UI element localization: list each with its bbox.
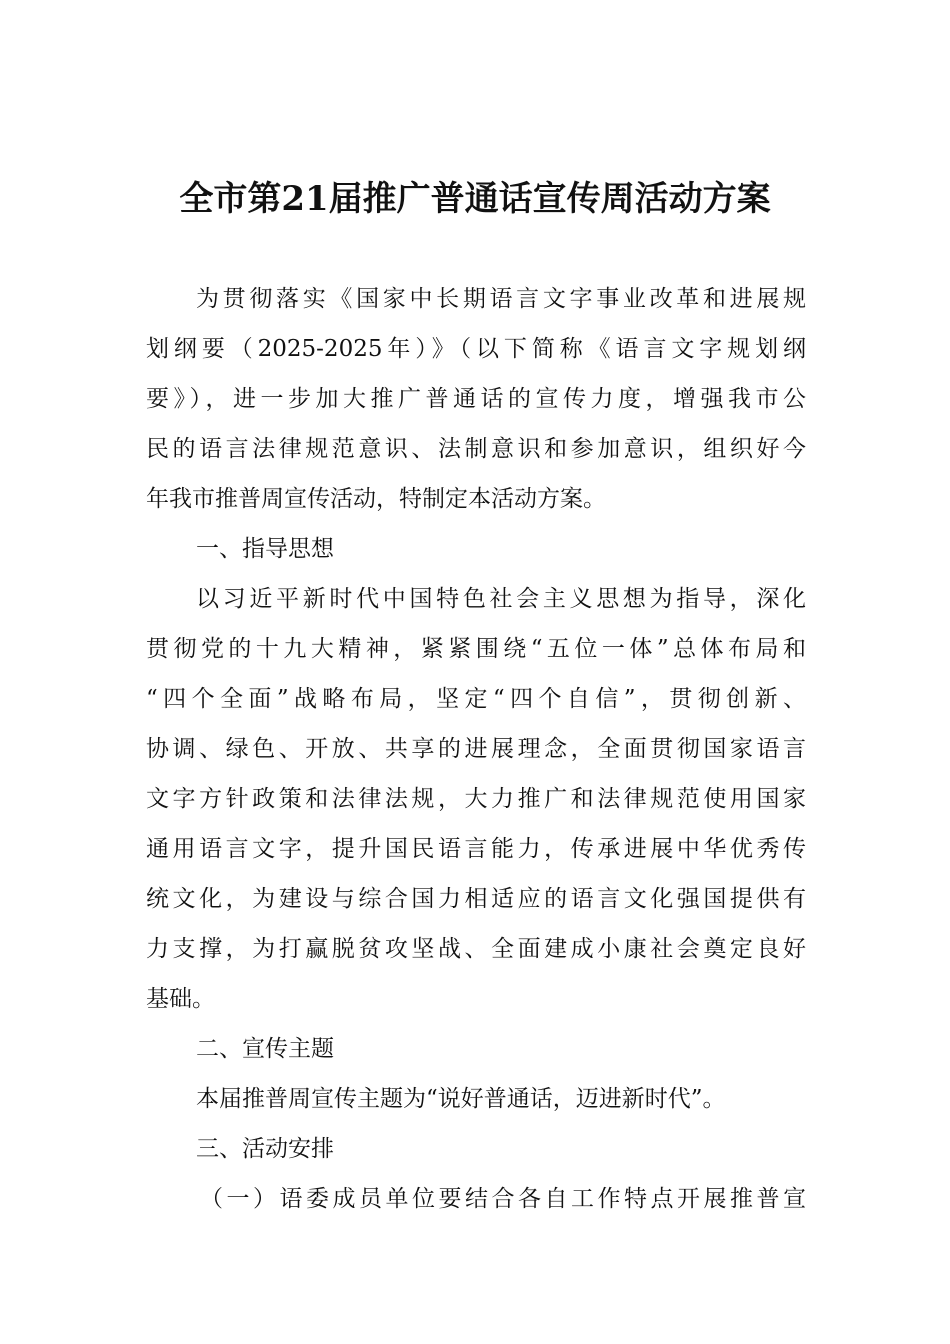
paragraph-line: 基础。 xyxy=(146,986,215,1012)
document-body xyxy=(146,274,806,1224)
paragraph-line: 民的语言法律规范意识、法制意识和参加意识，组织好今 xyxy=(146,436,806,462)
paragraph-line: 为贯彻落实《国家中长期语言文字事业改革和进展规 xyxy=(196,286,806,312)
paragraph-line: 文字方针政策和法律法规，大力推广和法律规范使用国家 xyxy=(146,786,806,812)
paragraph-line: 以习近平新时代中国特色社会主义思想为指导，深化 xyxy=(196,586,806,612)
paragraph-line: 统文化，为建设与综合国力相适应的语言文化强国提供有 xyxy=(146,886,806,912)
paragraph-line: 年我市推普周宣传活动，特制定本活动方案。 xyxy=(146,486,606,512)
paragraph-line: 划纲要（2025-2025年）》（以下简称《语言文字规划纲 xyxy=(146,336,806,362)
paragraph-line: 协调、绿色、开放、共享的进展理念，全面贯彻国家语言 xyxy=(146,736,806,762)
paragraph-line: 力支撑，为打赢脱贫攻坚战、全面建成小康社会奠定良好 xyxy=(146,936,806,962)
section-heading: 三、活动安排 xyxy=(196,1136,334,1162)
paragraph-line: （一）语委成员单位要结合各自工作特点开展推普宣 xyxy=(200,1186,806,1212)
document-title: 全市第21届推广普通话宣传周活动方案 xyxy=(179,179,771,219)
paragraph-line: 本届推普周宣传主题为“说好普通话，迈进新时代”。 xyxy=(196,1086,726,1112)
section-heading: 一、指导思想 xyxy=(196,536,334,562)
paragraph-line: 通用语言文字，提升国民语言能力，传承进展中华优秀传 xyxy=(146,836,806,862)
paragraph-line: 贯彻党的十九大精神，紧紧围绕“五位一体”总体布局和 xyxy=(146,636,806,662)
section-heading: 二、宣传主题 xyxy=(196,1036,334,1062)
paragraph-line: 要》），进一步加大推广普通话的宣传力度，增强我市公 xyxy=(146,386,806,412)
paragraph-line: “四个全面”战略布局，坚定“四个自信”，贯彻创新、 xyxy=(146,686,806,712)
